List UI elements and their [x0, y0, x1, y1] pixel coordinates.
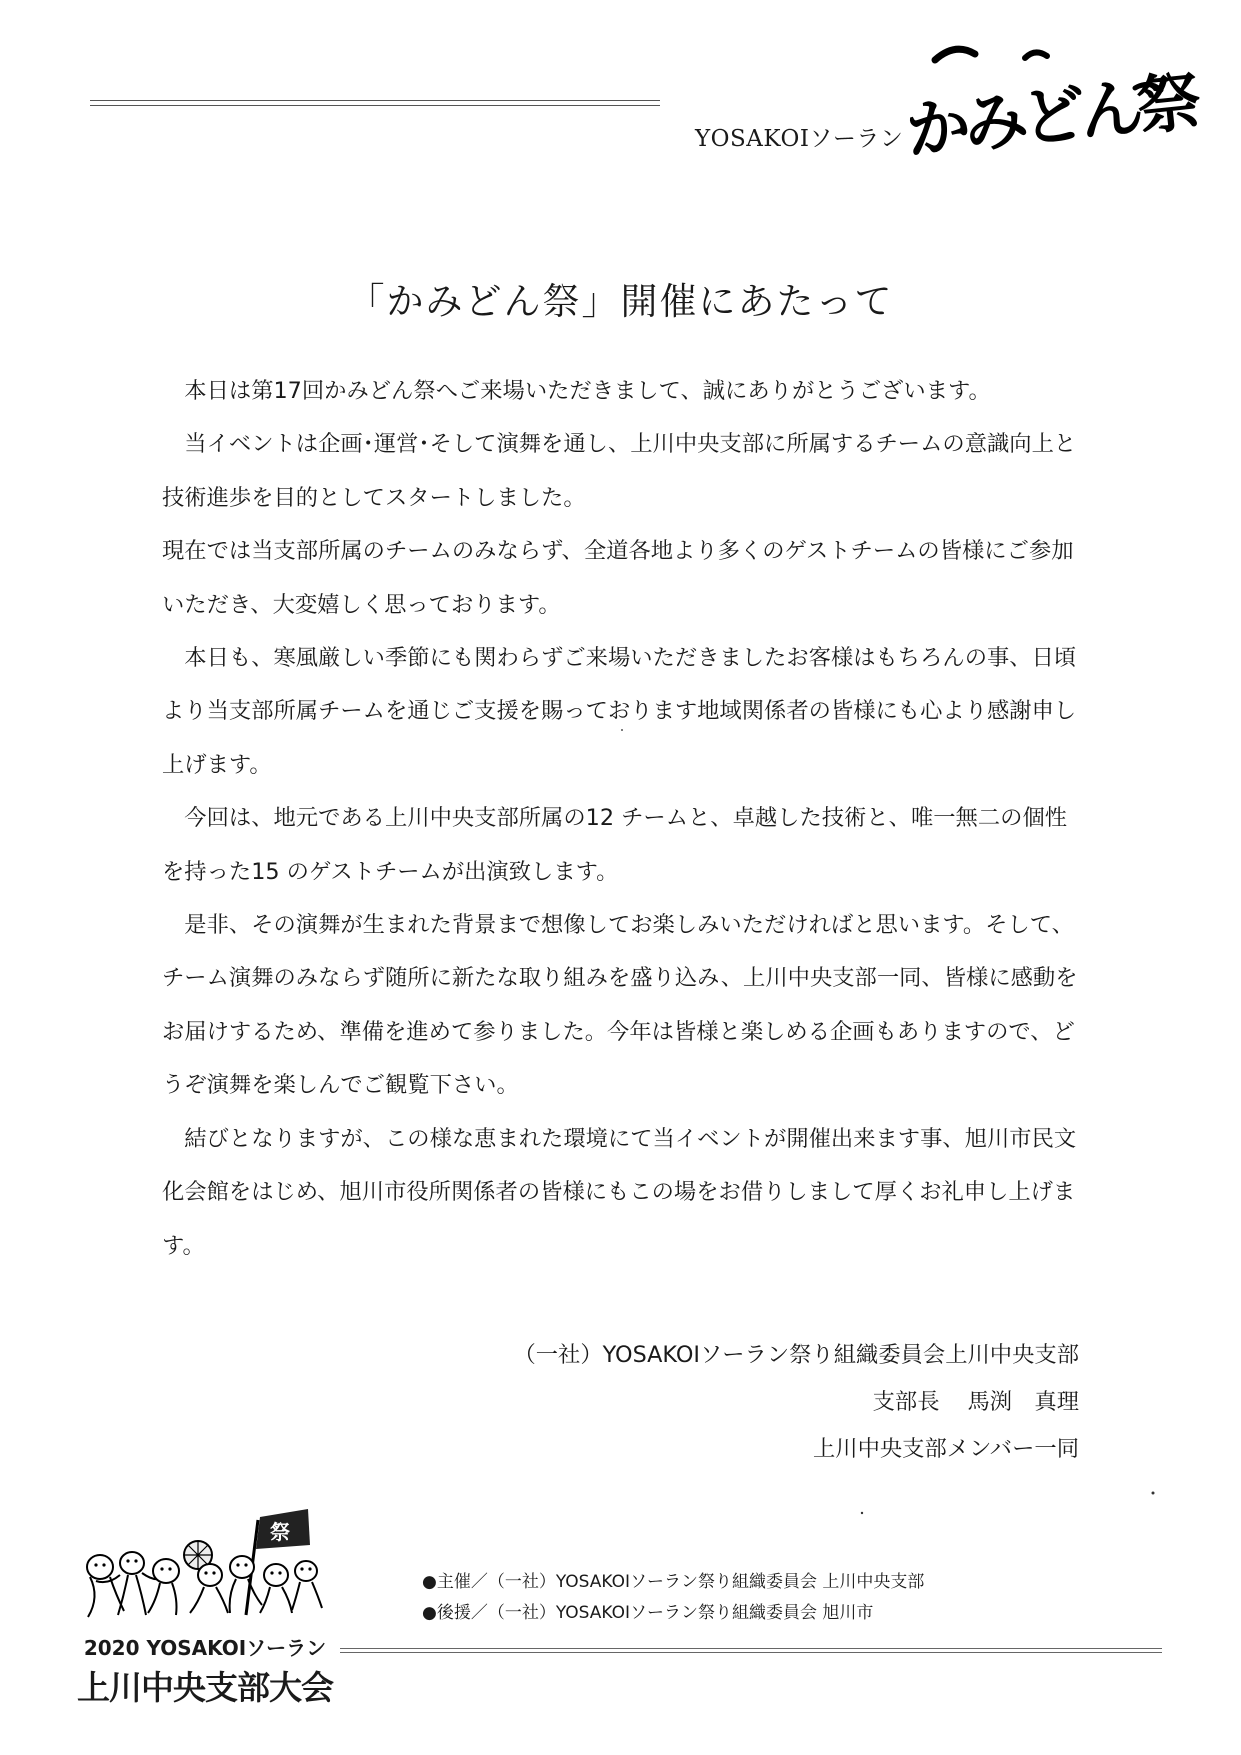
support-line: ●後援／（一社）YOSAKOIソーラン祭り組織委員会 旭川市 [422, 1603, 874, 1623]
signature-role: 支部長 [872, 1389, 940, 1415]
body-paragraph: 現在では当支部所属のチームのみならず、全道各地より多くのゲストチームの皆様にご参加いただき、大変嬉しく思っております。 [162, 538, 1074, 618]
brand-prefix: YOSAKOIソーラン [695, 126, 904, 152]
body-paragraph: 是非、その演舞が生まれた背景まで想像してお楽しみいただければと思います。そして、チーム演舞のみならず随所に新たな取り組みを盛り込み、上川中央支部一同、皆様に感動をお届けするため、準備を進めて参りました。今年は皆様と楽しめる企画もありますので、どうぞ演舞を楽しんでご観覧下さい。 [162, 912, 1078, 1099]
flag-text: 祭 [270, 1520, 290, 1544]
body-paragraph: 今回は、地元である上川中央支部所属の12 チームと、卓越した技術と、唯一無二の個性を持った15 のゲストチームが出演致します。 [162, 805, 1068, 885]
event-year: 2020 YOSAKOIソーラン [83, 1636, 327, 1660]
body-text [162, 365, 1082, 1273]
body-paragraph: 本日は第17回かみどん祭へご来場いただきまして、誠にありがとうございます。 [184, 378, 991, 404]
signature-organization: （一社）YOSAKOIソーラン祭り組織委員会上川中央支部 [513, 1342, 1079, 1368]
signature-name: 馬渕 真理 [967, 1389, 1079, 1415]
logo-text: かみどん祭 [902, 64, 1199, 170]
signature-officer [513, 1379, 1079, 1426]
mascot-dancers-illustration [70, 1505, 340, 1635]
credits [422, 1567, 924, 1629]
kamidon-festival-logo [902, 40, 1199, 175]
body-paragraph: 本日も、寒風厳しい季節にも関わらずご来場いただきましたお客様はもちろんの事、日頃より当支部所属チームを通じご支援を賜っております地域関係者の皆様にも心より感謝申し上げます。 [162, 645, 1077, 778]
signature-members: 上川中央支部メンバー一同 [812, 1436, 1079, 1462]
sponsor-line: ●主催／（一社）YOSAKOIソーラン祭り組織委員会 上川中央支部 [422, 1572, 925, 1592]
signature-block [513, 1332, 1079, 1473]
header-rule [90, 100, 660, 107]
body-paragraph: 結びとなりますが、この様な恵まれた環境にて当イベントが開催出来ます事、旭川市民文化会館をはじめ、旭川市役所関係者の皆様にもこの場をお借りしまして厚くお礼申し上げます。 [162, 1125, 1077, 1259]
footer-rule [340, 1648, 1162, 1655]
page-title: 「かみどん祭」開催にあたって [347, 279, 894, 323]
body-paragraph: 当イベントは企画･運営･そして演舞を通し、上川中央支部に所属するチームの意識向上と技術進歩を目的としてスタートしました。 [162, 431, 1077, 511]
event-name: 上川中央支部大会 [77, 1668, 333, 1707]
